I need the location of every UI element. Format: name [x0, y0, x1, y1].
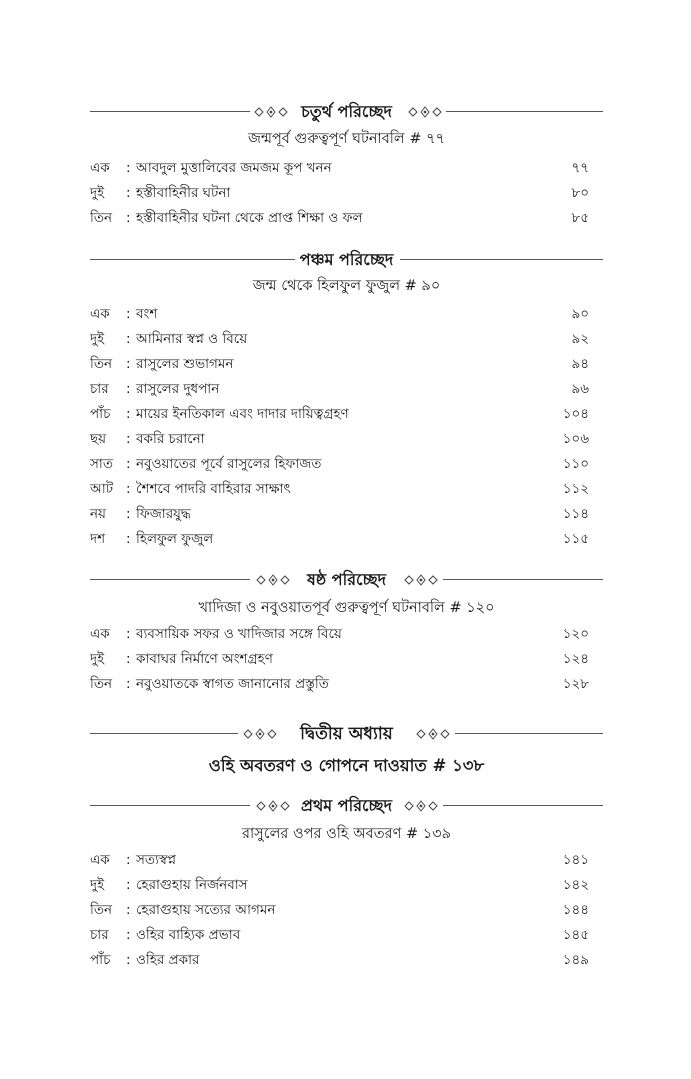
entry-title: কাবাঘর নির্মাণে অংশগ্রহণ	[136, 651, 273, 667]
entry-title: নবুওয়াতের পূর্বে রাসুলের হিফাজত	[136, 456, 322, 472]
toc-entry[interactable]: চার : রাসুলের দুধপান ৯৬	[90, 377, 603, 401]
entry-title: ব্যবসায়িক সফর ও খাদিজার সঙ্গে বিয়ে	[136, 626, 342, 642]
entry-title: আবদুল মুত্তালিবের জমজম কূপ খনন	[136, 160, 332, 176]
entry-page: ১২৪	[562, 651, 589, 667]
toc-entry[interactable]: তিন : হস্তীবাহিনীর ঘটনা থেকে প্রাপ্ত শিক্ষা ও ফল ৮৫	[90, 206, 603, 230]
entry-title: মায়ের ইনতিকাল এবং দাদার দায়িত্বগ্রহণ	[136, 406, 349, 422]
entry-number: তিন	[90, 676, 113, 692]
toc-entry[interactable]: আট : শৈশবে পাদরি বাহিরার সাক্ষাৎ ১১২	[90, 477, 603, 501]
toc-entry[interactable]: তিন : হেরাগুহায় সত্যের আগমন ১৪৪	[90, 898, 603, 922]
entry-number: দুই	[90, 185, 105, 201]
ornament-icon	[403, 572, 439, 588]
entry-number: তিন	[90, 210, 113, 226]
entry-page: ৯০	[571, 306, 589, 322]
entry-number: চার	[90, 381, 109, 397]
entry-title: ফিজারযুদ্ধ	[136, 506, 191, 522]
toc-entry[interactable]: চার : ওহির বাহ্যিক প্রভাব ১৪৫	[90, 923, 603, 947]
entry-title: হস্তীবাহিনীর ঘটনা থেকে প্রাপ্ত শিক্ষা ও ফল	[136, 210, 363, 226]
entry-page: ৯৬	[571, 381, 589, 397]
section-divider	[90, 794, 603, 818]
section-title: পঞ্চম পরিচ্ছেদ	[299, 250, 394, 269]
entry-page: ৮৫	[571, 210, 589, 226]
entry-page: ১২০	[562, 626, 589, 642]
entry-page: ১১৫	[562, 531, 589, 547]
toc-entry[interactable]: পাঁচ : মায়ের ইনতিকাল এবং দাদার দায়িত্বগ্রহণ ১০৪	[90, 402, 603, 426]
toc-entry[interactable]: তিন : নবুওয়াতকে স্বাগত জানানোর প্রস্তুতি ১২৮	[90, 672, 603, 696]
entry-page: ১০৬	[562, 431, 589, 447]
entry-title: শৈশবে পাদরি বাহিরার সাক্ষাৎ	[136, 481, 291, 497]
entry-title: বকরি চরানো	[136, 431, 205, 447]
section-title: চতুর্থ পরিচ্ছেদ	[301, 102, 392, 121]
entry-page: ১১০	[562, 456, 589, 472]
chapter-divider	[90, 722, 603, 746]
section-subtitle: জন্মপূর্ব গুরুত্বপূর্ণ ঘটনাবলি # ৭৭	[248, 131, 445, 147]
entry-title: রাসুলের শুভাগমন	[136, 356, 234, 372]
entry-number: নয়	[90, 506, 107, 522]
toc-entry[interactable]: দুই : হস্তীবাহিনীর ঘটনা ৮০	[90, 181, 603, 205]
entry-title: হিলফুল ফুজুল	[136, 531, 214, 547]
section-divider	[90, 568, 603, 592]
entry-number: চার	[90, 927, 109, 943]
entry-page: ৭৭	[571, 160, 589, 176]
toc-entry[interactable]: সাত : নবুওয়াতের পূর্বে রাসুলের হিফাজত ১১০	[90, 452, 603, 476]
chapter-subtitle: ওহি অবতরণ ও গোপনে দাওয়াত # ১৩৮	[208, 756, 485, 775]
entry-title: রাসুলের দুধপান	[136, 381, 220, 397]
entry-number: ছয়	[90, 431, 107, 447]
entry-page: ১৪৫	[562, 927, 589, 943]
entry-page: ১১২	[562, 481, 589, 497]
section-title: ষষ্ঠ পরিচ্ছেদ	[306, 570, 387, 589]
ornament-icon	[415, 726, 451, 742]
section-title: প্রথম পরিচ্ছেদ	[301, 796, 392, 815]
toc-entry[interactable]: এক : আবদুল মুত্তালিবের জমজম কূপ খনন ৭৭	[90, 156, 603, 180]
toc-entry[interactable]: এক : বংশ ৯০	[90, 302, 603, 326]
entry-number: সাত	[90, 456, 113, 472]
entry-number: দশ	[90, 531, 106, 547]
entry-number: এক	[90, 306, 110, 322]
section-divider	[90, 248, 603, 272]
entry-title: নবুওয়াতকে স্বাগত জানানোর প্রস্তুতি	[136, 676, 329, 692]
section-subtitle: রাসুলের ওপর ওহি অবতরণ # ১৩৯	[242, 826, 451, 842]
section-subtitle: খাদিজা ও নবুওয়াতপূর্ব গুরুত্বপূর্ণ ঘটনাবলি # ১২০	[198, 600, 495, 616]
toc-entry[interactable]: দুই : হেরাগুহায় নির্জনবাস ১৪২	[90, 873, 603, 897]
toc-entry[interactable]: পাঁচ : ওহির প্রকার ১৪৯	[90, 948, 603, 972]
toc-entry[interactable]: এক : ব্যবসায়িক সফর ও খাদিজার সঙ্গে বিয়ে ১২০	[90, 622, 603, 646]
entry-number: পাঁচ	[90, 952, 111, 968]
ornament-icon	[407, 104, 443, 120]
toc-entry[interactable]: এক : সত্যস্বপ্ন ১৪১	[90, 848, 603, 872]
section-subtitle: জন্ম থেকে হিলফুল ফুজুল # ৯০	[252, 278, 441, 294]
entry-page: ১০৪	[562, 406, 589, 422]
entry-page: ১৪৯	[562, 952, 589, 968]
entry-title: হস্তীবাহিনীর ঘটনা	[136, 185, 231, 201]
entry-number: এক	[90, 160, 110, 176]
entry-page: ১৪২	[562, 877, 589, 893]
ornament-icon	[403, 798, 439, 814]
entry-title: বংশ	[136, 306, 158, 322]
toc-entry[interactable]: ছয় : বকরি চরানো ১০৬	[90, 427, 603, 451]
entry-page: ১৪৪	[562, 902, 589, 918]
entry-title: ওহির প্রকার	[136, 952, 200, 968]
entry-number: তিন	[90, 902, 113, 918]
entry-page: ১২৮	[562, 676, 589, 692]
entry-number: পাঁচ	[90, 406, 111, 422]
entry-title: সত্যস্বপ্ন	[136, 852, 177, 868]
entry-number: দুই	[90, 331, 105, 347]
entry-page: ১১৪	[562, 506, 589, 522]
entry-number: এক	[90, 626, 110, 642]
entry-page: ১৪১	[562, 852, 589, 868]
toc-entry[interactable]: দুই : আমিনার স্বপ্ন ও বিয়ে ৯২	[90, 327, 603, 351]
entry-number: দুই	[90, 877, 105, 893]
entry-title: আমিনার স্বপ্ন ও বিয়ে	[136, 331, 248, 347]
chapter-title: দ্বিতীয় অধ্যায়	[300, 724, 393, 744]
entry-page: ৯৪	[571, 356, 589, 372]
toc-entry[interactable]: দুই : কাবাঘর নির্মাণে অংশগ্রহণ ১২৪	[90, 647, 603, 671]
entry-page: ৮০	[571, 185, 589, 201]
toc-entry[interactable]: তিন : রাসুলের শুভাগমন ৯৪	[90, 352, 603, 376]
entry-title: হেরাগুহায় সত্যের আগমন	[136, 902, 276, 918]
entry-number: তিন	[90, 356, 113, 372]
entry-number: দুই	[90, 651, 105, 667]
entry-title: হেরাগুহায় নির্জনবাস	[136, 877, 248, 893]
entry-number: এক	[90, 852, 110, 868]
entry-page: ৯২	[571, 331, 589, 347]
entry-title: ওহির বাহ্যিক প্রভাব	[136, 927, 241, 943]
toc-entry[interactable]: নয় : ফিজারযুদ্ধ ১১৪	[90, 502, 603, 526]
toc-entry[interactable]: দশ : হিলফুল ফুজুল ১১৫	[90, 527, 603, 551]
entry-number: আট	[90, 481, 114, 497]
section-divider	[90, 100, 603, 124]
